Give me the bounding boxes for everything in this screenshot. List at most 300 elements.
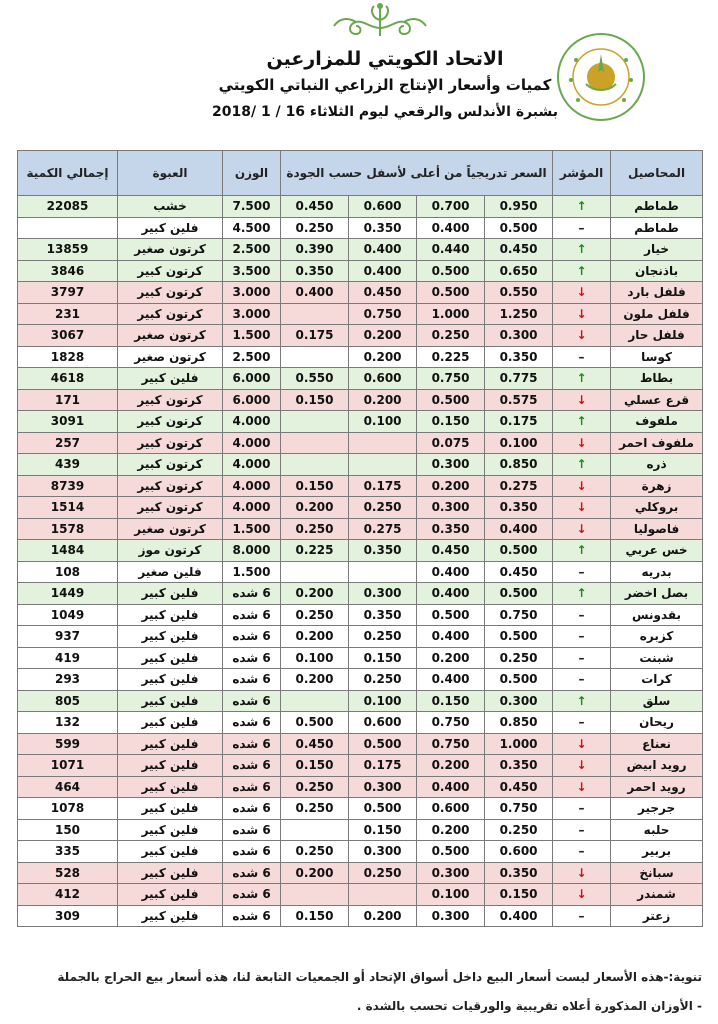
col-price: السعر تدريجياً من أعلى لأسفل حسب الجودة [281, 151, 553, 196]
dash-icon: – [578, 844, 585, 859]
price-grade-1: 0.350 [485, 497, 553, 519]
price-grade-2: 0.150 [417, 690, 485, 712]
page-subtitle: كميات وأسعار الإنتاج الزراعي النباتي الكويتي [218, 76, 552, 94]
table-row [18, 389, 703, 411]
arrow-up-icon: ↑ [576, 457, 587, 472]
trend-indicator [553, 776, 611, 798]
col-product: المحاصيل [611, 151, 703, 196]
package: فلين كبير [118, 755, 223, 777]
trend-indicator [553, 712, 611, 734]
price-grade-3: 0.200 [349, 325, 417, 347]
total-quantity: 257 [18, 432, 118, 454]
dash-icon: – [578, 564, 585, 579]
arrow-up-icon: ↑ [576, 199, 587, 214]
price-grade-3: 0.175 [349, 755, 417, 777]
price-grade-1: 0.750 [485, 798, 553, 820]
federation-logo-icon [556, 32, 646, 122]
dash-icon: – [578, 672, 585, 687]
dash-icon: – [578, 629, 585, 644]
total-quantity: 293 [18, 669, 118, 691]
table-row [18, 540, 703, 562]
package: فلين كبير [118, 819, 223, 841]
price-grade-2: 0.500 [417, 260, 485, 282]
package: فلين كبير [118, 884, 223, 906]
price-grade-2: 0.225 [417, 346, 485, 368]
trend-indicator [553, 669, 611, 691]
weight: 6 شده [223, 712, 281, 734]
table-row [18, 325, 703, 347]
price-grade-1: 0.750 [485, 604, 553, 626]
product-name: فلفل بارد [611, 282, 703, 304]
price-grade-4: 0.250 [281, 841, 349, 863]
trend-indicator [553, 583, 611, 605]
weight: 6 شده [223, 776, 281, 798]
table-row [18, 196, 703, 218]
total-quantity [18, 217, 118, 239]
price-grade-4: 0.150 [281, 755, 349, 777]
price-grade-1: 0.450 [485, 239, 553, 261]
arrow-up-icon: ↑ [576, 543, 587, 558]
weight: 6 شده [223, 819, 281, 841]
weight: 1.500 [223, 561, 281, 583]
price-grade-2: 0.200 [417, 647, 485, 669]
product-name: شبنت [611, 647, 703, 669]
arrow-up-icon: ↑ [576, 414, 587, 429]
total-quantity: 150 [18, 819, 118, 841]
price-grade-4 [281, 454, 349, 476]
total-quantity: 1578 [18, 518, 118, 540]
table-row [18, 905, 703, 927]
table-row [18, 518, 703, 540]
product-name: كوسا [611, 346, 703, 368]
trend-indicator [553, 884, 611, 906]
arrow-down-icon: ↓ [576, 500, 587, 515]
col-total: إجمالي الكمية [18, 151, 118, 196]
price-grade-1: 0.350 [485, 346, 553, 368]
weight: 6.000 [223, 368, 281, 390]
price-grade-1: 0.400 [485, 905, 553, 927]
package: فلين كبير [118, 647, 223, 669]
trend-indicator [553, 368, 611, 390]
product-name: جرجير [611, 798, 703, 820]
weight: 6 شده [223, 604, 281, 626]
trend-indicator [553, 819, 611, 841]
table-row [18, 368, 703, 390]
total-quantity: 464 [18, 776, 118, 798]
table-row [18, 819, 703, 841]
table-row [18, 346, 703, 368]
package: كرتون صغير [118, 239, 223, 261]
dash-icon: – [578, 822, 585, 837]
arrow-down-icon: ↓ [576, 521, 587, 536]
price-grade-1: 0.500 [485, 540, 553, 562]
price-grade-3: 0.350 [349, 604, 417, 626]
table-row [18, 432, 703, 454]
price-grade-4: 0.100 [281, 647, 349, 669]
price-grade-3: 0.500 [349, 733, 417, 755]
package: فلين كبير [118, 626, 223, 648]
weight: 6 شده [223, 690, 281, 712]
product-name: كزبره [611, 626, 703, 648]
price-grade-4: 0.200 [281, 497, 349, 519]
price-grade-2: 0.500 [417, 604, 485, 626]
total-quantity: 528 [18, 862, 118, 884]
price-grade-3: 0.300 [349, 583, 417, 605]
price-grade-4: 0.250 [281, 518, 349, 540]
table-row [18, 669, 703, 691]
table-row [18, 712, 703, 734]
product-name: ذره [611, 454, 703, 476]
table-row [18, 497, 703, 519]
price-grade-4: 0.150 [281, 905, 349, 927]
price-grade-1: 0.500 [485, 583, 553, 605]
package: فلين كبير [118, 733, 223, 755]
package: كرتون موز [118, 540, 223, 562]
total-quantity: 419 [18, 647, 118, 669]
table-row [18, 841, 703, 863]
price-grade-1: 0.500 [485, 669, 553, 691]
package: كرتون صغير [118, 325, 223, 347]
total-quantity: 1514 [18, 497, 118, 519]
dash-icon: – [578, 801, 585, 816]
price-grade-2: 0.150 [417, 411, 485, 433]
arrow-down-icon: ↓ [576, 758, 587, 773]
price-grade-4: 0.250 [281, 776, 349, 798]
price-grade-1: 0.100 [485, 432, 553, 454]
weight: 4.000 [223, 411, 281, 433]
trend-indicator [553, 841, 611, 863]
trend-indicator [553, 862, 611, 884]
price-grade-3: 0.300 [349, 841, 417, 863]
price-grade-3: 0.100 [349, 411, 417, 433]
total-quantity: 171 [18, 389, 118, 411]
price-grade-3 [349, 454, 417, 476]
price-grade-1: 0.300 [485, 690, 553, 712]
dash-icon: – [578, 220, 585, 235]
product-name: قرع عسلي [611, 389, 703, 411]
table-row [18, 776, 703, 798]
price-grade-1: 0.175 [485, 411, 553, 433]
trend-indicator [553, 282, 611, 304]
product-name: باذنجان [611, 260, 703, 282]
price-grade-3: 0.200 [349, 389, 417, 411]
price-grade-4: 0.175 [281, 325, 349, 347]
price-grade-4 [281, 690, 349, 712]
trend-indicator [553, 690, 611, 712]
trend-indicator [553, 604, 611, 626]
package: فلين كبير [118, 798, 223, 820]
price-grade-2: 0.075 [417, 432, 485, 454]
total-quantity: 8739 [18, 475, 118, 497]
price-grade-2: 0.450 [417, 540, 485, 562]
package: فلين صغير [118, 561, 223, 583]
table-row [18, 303, 703, 325]
price-grade-2: 0.200 [417, 755, 485, 777]
product-name: كرات [611, 669, 703, 691]
price-grade-3: 0.500 [349, 798, 417, 820]
total-quantity: 1049 [18, 604, 118, 626]
trend-indicator [553, 325, 611, 347]
package: فلين كبير [118, 604, 223, 626]
table-row [18, 604, 703, 626]
price-grade-4: 0.550 [281, 368, 349, 390]
disclaimer-note: تنوية:-هذه الأسعار ليست أسعار البيع داخل أسواق الإتحاد أو الجمعيات التابعة لنا، هذه أسعار بيع الحراج بالجملة [57, 970, 702, 984]
total-quantity: 132 [18, 712, 118, 734]
price-grade-1: 0.150 [485, 884, 553, 906]
price-grade-4 [281, 561, 349, 583]
trend-indicator [553, 196, 611, 218]
weight: 2.500 [223, 239, 281, 261]
product-name: طماطم [611, 217, 703, 239]
trend-indicator [553, 733, 611, 755]
package: فلين كبير [118, 690, 223, 712]
price-grade-1: 0.500 [485, 217, 553, 239]
price-grade-4: 0.400 [281, 282, 349, 304]
package: كرتون كبير [118, 497, 223, 519]
table-row [18, 583, 703, 605]
product-name: شمندر [611, 884, 703, 906]
trend-indicator [553, 260, 611, 282]
price-grade-1: 0.550 [485, 282, 553, 304]
arrow-up-icon: ↑ [576, 586, 587, 601]
package: كرتون كبير [118, 475, 223, 497]
price-grade-2: 0.500 [417, 389, 485, 411]
price-grade-1: 0.275 [485, 475, 553, 497]
table-row [18, 626, 703, 648]
trend-indicator [553, 346, 611, 368]
package: فلين كبير [118, 776, 223, 798]
product-name: بصل اخضر [611, 583, 703, 605]
price-grade-2: 0.400 [417, 776, 485, 798]
price-grade-2: 0.500 [417, 841, 485, 863]
table-row [18, 475, 703, 497]
trend-indicator [553, 497, 611, 519]
package: كرتون كبير [118, 411, 223, 433]
product-name: حلبه [611, 819, 703, 841]
weight: 4.000 [223, 432, 281, 454]
dash-icon: – [578, 607, 585, 622]
price-grade-3: 0.600 [349, 368, 417, 390]
total-quantity: 108 [18, 561, 118, 583]
price-grade-1: 0.350 [485, 862, 553, 884]
price-grade-2: 0.750 [417, 733, 485, 755]
weight: 6 شده [223, 647, 281, 669]
table-row [18, 217, 703, 239]
trend-indicator [553, 540, 611, 562]
price-grade-2: 0.750 [417, 368, 485, 390]
price-grade-1: 0.850 [485, 712, 553, 734]
product-name: بطاط [611, 368, 703, 390]
trend-indicator [553, 217, 611, 239]
table-row [18, 755, 703, 777]
trend-indicator [553, 411, 611, 433]
total-quantity: 4618 [18, 368, 118, 390]
page-dateline: بشبرة الأندلس والرقعي ليوم الثلاثاء 16 / 1 /2018 [211, 104, 559, 120]
price-grade-1: 0.775 [485, 368, 553, 390]
price-grade-3: 0.275 [349, 518, 417, 540]
arrow-down-icon: ↓ [576, 285, 587, 300]
price-grade-4: 0.390 [281, 239, 349, 261]
price-grade-1: 1.250 [485, 303, 553, 325]
table-row [18, 733, 703, 755]
package: فلين كبير [118, 905, 223, 927]
weight: 6 شده [223, 755, 281, 777]
price-grade-1: 0.250 [485, 819, 553, 841]
arrow-up-icon: ↑ [576, 693, 587, 708]
price-grade-4 [281, 819, 349, 841]
price-grade-2: 0.200 [417, 475, 485, 497]
total-quantity: 805 [18, 690, 118, 712]
price-grade-1: 0.400 [485, 518, 553, 540]
table-row [18, 884, 703, 906]
price-table [17, 150, 703, 927]
product-name: فلفل ملون [611, 303, 703, 325]
trend-indicator [553, 475, 611, 497]
total-quantity: 231 [18, 303, 118, 325]
price-grade-3: 0.600 [349, 712, 417, 734]
weight: 6 شده [223, 905, 281, 927]
price-grade-2: 0.100 [417, 884, 485, 906]
price-grade-3: 0.200 [349, 905, 417, 927]
table-row [18, 411, 703, 433]
total-quantity: 1828 [18, 346, 118, 368]
package: كرتون كبير [118, 454, 223, 476]
product-name: ملفوف احمر [611, 432, 703, 454]
price-grade-3: 0.150 [349, 647, 417, 669]
price-grade-1: 1.000 [485, 733, 553, 755]
price-grade-3: 0.750 [349, 303, 417, 325]
price-grade-2: 0.300 [417, 905, 485, 927]
trend-indicator [553, 561, 611, 583]
price-grade-2: 0.400 [417, 583, 485, 605]
price-grade-1: 0.350 [485, 755, 553, 777]
price-grade-4 [281, 411, 349, 433]
total-quantity: 1078 [18, 798, 118, 820]
page-title: الاتحاد الكويتي للمزارعين [266, 48, 504, 70]
weight: 6.000 [223, 389, 281, 411]
price-grade-3: 0.300 [349, 776, 417, 798]
table-row [18, 647, 703, 669]
weight: 4.000 [223, 454, 281, 476]
total-quantity: 1449 [18, 583, 118, 605]
col-weight: الوزن [223, 151, 281, 196]
arrow-up-icon: ↑ [576, 242, 587, 257]
price-grade-1: 0.850 [485, 454, 553, 476]
weight: 3.000 [223, 303, 281, 325]
weight: 6 شده [223, 669, 281, 691]
price-grade-1: 0.250 [485, 647, 553, 669]
package: كرتون صغير [118, 518, 223, 540]
price-grade-4: 0.450 [281, 733, 349, 755]
package: كرتون كبير [118, 389, 223, 411]
price-grade-4: 0.200 [281, 862, 349, 884]
price-grade-2: 0.300 [417, 454, 485, 476]
arrow-up-icon: ↑ [576, 371, 587, 386]
weight: 6 شده [223, 626, 281, 648]
trend-indicator [553, 454, 611, 476]
col-indicator: المؤشر [553, 151, 611, 196]
total-quantity: 439 [18, 454, 118, 476]
trend-indicator [553, 626, 611, 648]
package: فلين كبير [118, 841, 223, 863]
price-grade-2: 0.300 [417, 497, 485, 519]
price-grade-3 [349, 432, 417, 454]
price-grade-1: 0.600 [485, 841, 553, 863]
price-grade-3: 0.250 [349, 497, 417, 519]
arrow-down-icon: ↓ [576, 306, 587, 321]
package: فلين كبير [118, 217, 223, 239]
dash-icon: – [578, 349, 585, 364]
package: فلين كبير [118, 583, 223, 605]
arrow-down-icon: ↓ [576, 435, 587, 450]
total-quantity: 3091 [18, 411, 118, 433]
price-grade-3: 0.350 [349, 540, 417, 562]
trend-indicator [553, 755, 611, 777]
price-grade-2: 1.000 [417, 303, 485, 325]
product-name: زعتر [611, 905, 703, 927]
total-quantity: 13859 [18, 239, 118, 261]
page-header [0, 0, 718, 146]
product-name: رويد احمر [611, 776, 703, 798]
price-grade-3: 0.150 [349, 819, 417, 841]
total-quantity: 3067 [18, 325, 118, 347]
arrow-down-icon: ↓ [576, 392, 587, 407]
price-grade-3: 0.200 [349, 346, 417, 368]
table-row [18, 798, 703, 820]
table-row [18, 454, 703, 476]
price-grade-1: 0.650 [485, 260, 553, 282]
package: كرتون كبير [118, 282, 223, 304]
price-grade-4: 0.200 [281, 669, 349, 691]
trend-indicator [553, 432, 611, 454]
package: فلين كبير [118, 712, 223, 734]
product-name: فلفل حار [611, 325, 703, 347]
total-quantity: 1071 [18, 755, 118, 777]
price-grade-3: 0.250 [349, 669, 417, 691]
price-grade-1: 0.575 [485, 389, 553, 411]
price-grade-2: 0.400 [417, 626, 485, 648]
product-name: فاصوليا [611, 518, 703, 540]
price-grade-2: 0.250 [417, 325, 485, 347]
price-grade-3: 0.350 [349, 217, 417, 239]
product-name: بدريه [611, 561, 703, 583]
price-grade-3: 0.100 [349, 690, 417, 712]
weight: 1.500 [223, 518, 281, 540]
price-grade-2: 0.400 [417, 561, 485, 583]
price-grade-1: 0.450 [485, 561, 553, 583]
total-quantity: 22085 [18, 196, 118, 218]
weight: 4.000 [223, 497, 281, 519]
price-grade-4: 0.250 [281, 604, 349, 626]
package: كرتون كبير [118, 260, 223, 282]
total-quantity: 1484 [18, 540, 118, 562]
total-quantity: 599 [18, 733, 118, 755]
trend-indicator [553, 389, 611, 411]
price-grade-1: 0.300 [485, 325, 553, 347]
weight: 1.500 [223, 325, 281, 347]
table-row [18, 862, 703, 884]
dash-icon: – [578, 908, 585, 923]
package: كرتون كبير [118, 432, 223, 454]
weight: 4.500 [223, 217, 281, 239]
price-grade-3: 0.250 [349, 862, 417, 884]
arrow-up-icon: ↑ [576, 263, 587, 278]
arrow-down-icon: ↓ [576, 887, 587, 902]
arrow-down-icon: ↓ [576, 328, 587, 343]
price-grade-4: 0.150 [281, 475, 349, 497]
product-name: بروكلي [611, 497, 703, 519]
price-grade-4 [281, 884, 349, 906]
